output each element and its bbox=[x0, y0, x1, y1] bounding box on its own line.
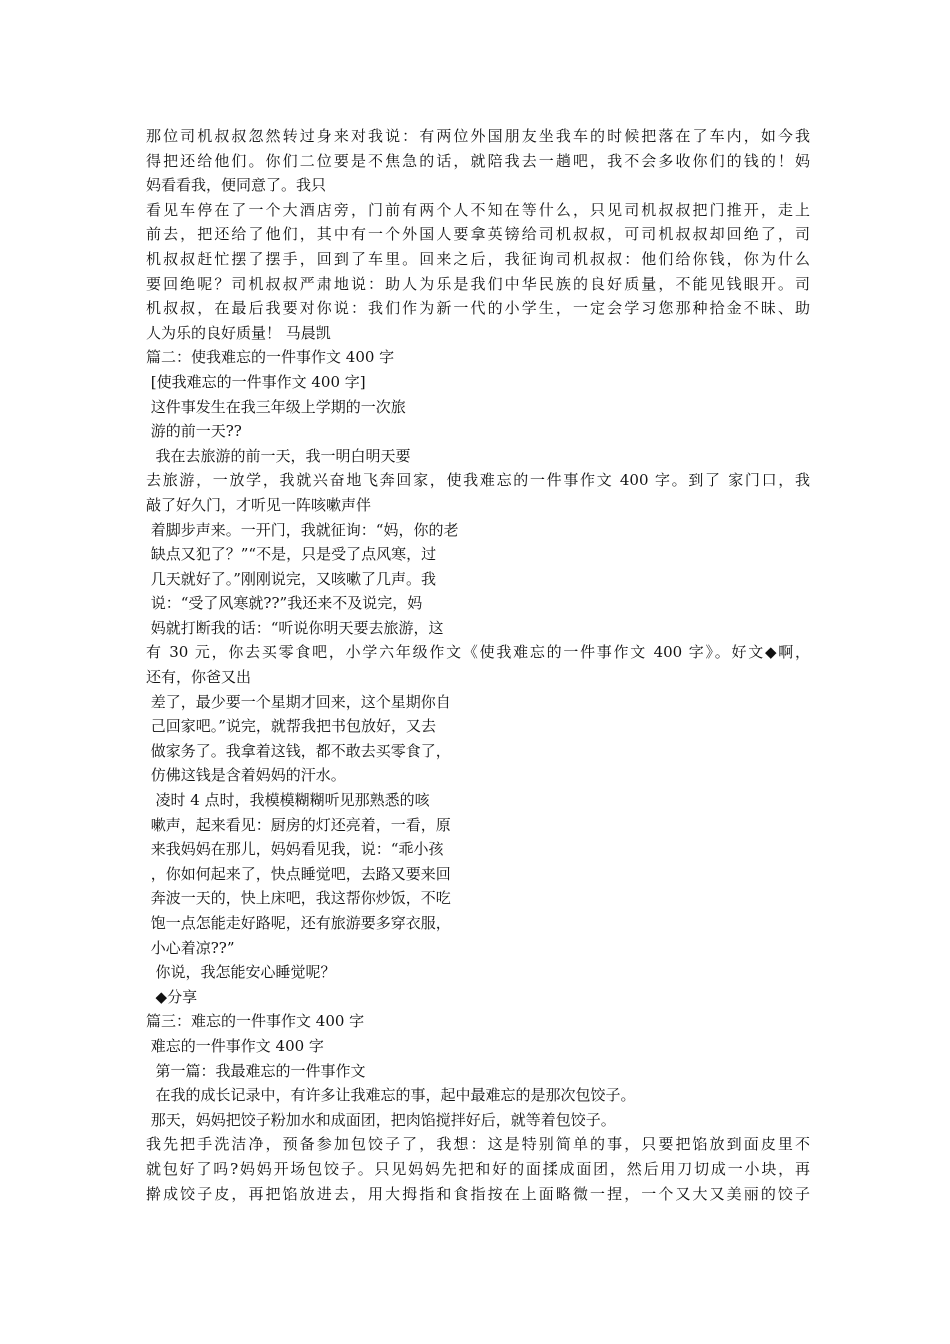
text-line-13: 游的前一天?? bbox=[146, 422, 242, 441]
text-line-2: 得把还给他们。你们二位要是不焦急的话，就陪我去一趟吧，我不会多收你们的钱的！妈 bbox=[146, 151, 810, 170]
document-body bbox=[146, 124, 810, 1206]
text-line-35: 你说，我怎能安心睡觉呢？ bbox=[146, 963, 336, 982]
text-line-44: 擀成饺子皮，再把馅放进去，用大拇指和食指按在上面略微一捏，一个又大又美丽的饺子 bbox=[146, 1184, 810, 1203]
section-heading-3: 篇三：难忘的一件事作文 400 字 bbox=[146, 1012, 365, 1031]
text-line-19: 几天就好了。”刚刚说完，又咳嗽了几声。我 bbox=[146, 569, 436, 588]
text-line-25: 己回家吧。”说完，就帮我把书包放好，又去 bbox=[146, 717, 436, 736]
text-line-38: 难忘的一件事作文 400 字 bbox=[146, 1036, 324, 1055]
text-line-27: 仿佛这钱是含着妈妈的汗水。 bbox=[146, 766, 346, 785]
text-line-4: 看见车停在了一个大酒店旁，门前有两个人不知在等什么，只见司机叔叔把门推开，走上 bbox=[146, 200, 810, 219]
text-line-40: 在我的成长记录中，有许多让我难忘的事，起中最难忘的是那次包饺子。 bbox=[146, 1086, 636, 1105]
text-line-3: 妈看看我，便同意了。我只 bbox=[146, 176, 327, 195]
text-line-20: 说：“受了风寒就??”我还来不及说完，妈 bbox=[146, 594, 423, 613]
text-line-21: 妈就打断我的话：“听说你明天要去旅游，这 bbox=[146, 618, 444, 637]
text-line-43: 就包好了吗?妈妈开场包饺子。只见妈妈先把和好的面揉成面团，然后用刀切成一小块，再 bbox=[146, 1159, 810, 1178]
text-line-14: 我在去旅游的前一天，我一明白明天要 bbox=[146, 446, 411, 465]
text-line-33: 饱一点怎能走好路呢，还有旅游要多穿衣服， bbox=[146, 914, 451, 932]
text-line-30: 来我妈妈在那儿，妈妈看见我，说：“乖小孩 bbox=[146, 840, 444, 859]
text-line-24: 差了，最少要一个星期才回来，这个星期你自 bbox=[146, 692, 451, 711]
text-line-22: 有 30 元，你去买零食吧，小学六年级作文《使我难忘的一件事作文 400 字》。好文◆啊， bbox=[146, 643, 810, 662]
text-line-17: 着脚步声来。一开门，我就征询：“妈，你的老 bbox=[146, 520, 459, 539]
text-line-11: [使我难忘的一件事作文 400 字] bbox=[146, 372, 366, 391]
text-line-28: 凌时 4 点时，我模模糊糊听见那熟悉的咳 bbox=[146, 791, 430, 810]
text-line-9: 人为乐的良好质量！ 马晨凯 bbox=[146, 323, 331, 342]
text-line-6: 机叔叔赶忙摆了摆手，回到了车里。回来之后，我征询司机叔叔：他们给你钱，你为什么 bbox=[146, 249, 810, 268]
text-line-8: 机叔叔，在最后我要对你说：我们作为新一代的小学生，一定会学习您那种拾金不昧、助 bbox=[146, 299, 810, 318]
text-line-41: 那天，妈妈把饺子粉加水和成面团，把肉馅搅拌好后，就等着包饺子。 bbox=[146, 1110, 616, 1129]
text-line-29: 嗽声，起来看见：厨房的灯还亮着，一看，原 bbox=[146, 815, 451, 834]
share-label: ◆分享 bbox=[146, 987, 198, 1006]
text-line-32: 奔波一天的，快上床吧，我这帮你炒饭，不吃 bbox=[146, 889, 451, 908]
text-line-31: ，你如何起来了，快点睡觉吧，去路又要来回 bbox=[146, 864, 451, 883]
text-line-39: 第一篇：我最难忘的一件事作文 bbox=[146, 1061, 366, 1080]
text-line-34: 小心着凉??” bbox=[146, 938, 235, 957]
text-line-18: 缺点又犯了？”“不是，只是受了点风寒，过 bbox=[146, 545, 437, 564]
text-line-15: 去旅游，一放学，我就兴奋地飞奔回家，使我难忘的一件事作文 400 字。到了 家门口，我 bbox=[146, 471, 810, 490]
text-line-5: 前去，把还给了他们，其中有一个外国人要拿英镑给司机叔叔，可司机叔叔却回绝了，司 bbox=[146, 225, 810, 244]
text-line-23: 还有，你爸又出 bbox=[146, 668, 252, 687]
text-line-26: 做家务了。我拿着这钱，都不敢去买零食了， bbox=[146, 741, 451, 760]
text-line-12: 这件事发生在我三年级上学期的一次旅 bbox=[146, 397, 406, 416]
text-line-42: 我先把手洗洁净，预备参加包饺子了，我想：这是特别简单的事，只要把馅放到面皮里不 bbox=[146, 1135, 810, 1154]
text-line-7: 要回绝呢？司机叔叔严肃地说：助人为乐是我们中华民族的良好质量，不能见钱眼开。司 bbox=[146, 274, 810, 293]
section-heading-2: 篇二：使我难忘的一件事作文 400 字 bbox=[146, 348, 395, 367]
text-line-16: 敲了好久门，才听见一阵咳嗽声伴 bbox=[146, 495, 372, 514]
text-line-1: 那位司机叔叔忽然转过身来对我说：有两位外国朋友坐我车的时候把落在了车内，如今我 bbox=[146, 127, 810, 145]
